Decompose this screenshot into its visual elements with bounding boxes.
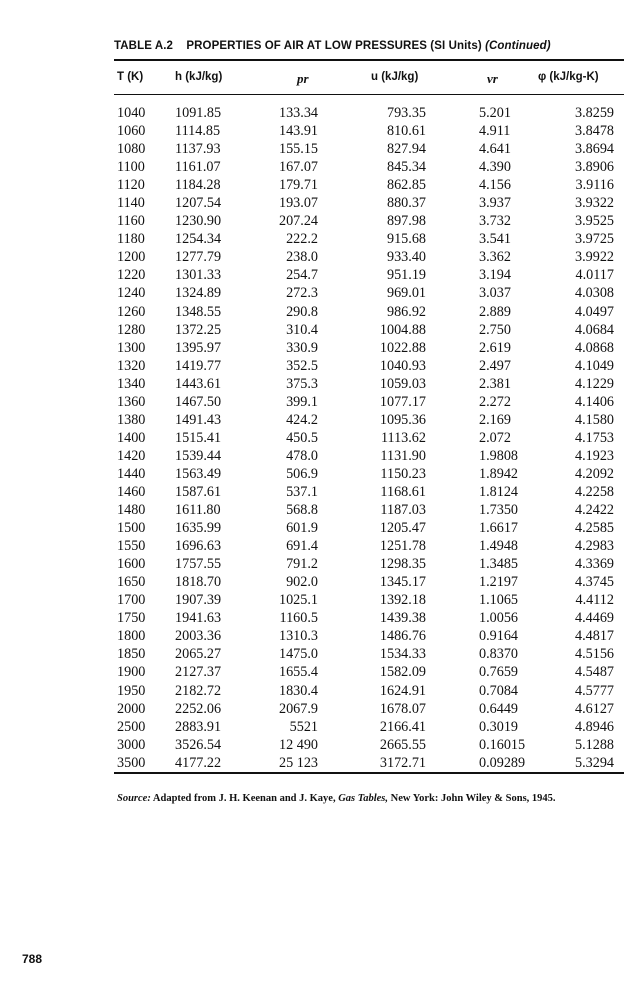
cell-entropy-function: 4.1753 [574, 429, 614, 446]
table-row [0, 284, 638, 302]
cell-relative-volume: 1.6617 [479, 520, 519, 537]
cell-relative-volume: 1.7350 [479, 502, 519, 519]
cell-entropy-function: 4.2092 [574, 465, 614, 482]
cell-internal-energy: 1534.33 [379, 646, 426, 663]
cell-internal-energy: 1298.35 [379, 556, 426, 573]
cell-relative-pressure: 25 123 [278, 754, 318, 771]
table-row [0, 140, 638, 158]
cell-relative-volume: 1.4948 [479, 538, 519, 555]
cell-internal-energy: 915.68 [386, 231, 426, 248]
cell-temperature: 1080 [117, 141, 146, 158]
cell-temperature: 1380 [117, 411, 146, 428]
cell-enthalpy: 1230.90 [175, 213, 222, 230]
cell-entropy-function: 3.9116 [575, 177, 614, 194]
cell-internal-energy: 969.01 [386, 285, 426, 302]
cell-internal-energy: 1150.23 [380, 465, 426, 482]
cell-relative-volume: 2.272 [479, 393, 511, 410]
cell-relative-volume: 4.156 [479, 177, 511, 194]
cell-temperature: 1160 [117, 213, 145, 230]
cell-temperature: 1320 [117, 357, 146, 374]
cell-relative-volume: 1.8124 [479, 483, 519, 500]
cell-relative-volume: 2.889 [479, 303, 511, 320]
cell-entropy-function: 4.5777 [574, 682, 614, 699]
cell-temperature: 1100 [117, 159, 145, 176]
cell-entropy-function: 4.1229 [574, 375, 614, 392]
cell-entropy-function: 4.2983 [574, 538, 614, 555]
cell-entropy-function: 4.3369 [574, 556, 614, 573]
cell-enthalpy: 2065.27 [175, 646, 222, 663]
cell-relative-pressure: 272.3 [286, 285, 318, 302]
cell-entropy-function: 4.1580 [574, 411, 614, 428]
cell-enthalpy: 1301.33 [175, 267, 222, 284]
cell-temperature: 1360 [117, 393, 146, 410]
cell-entropy-function: 4.1923 [574, 447, 614, 464]
cell-entropy-function: 4.2258 [574, 483, 614, 500]
header-relative-pressure [297, 71, 309, 87]
cell-internal-energy: 1113.62 [380, 429, 426, 446]
table-row [0, 465, 638, 483]
cell-temperature: 1750 [117, 610, 146, 627]
table-row [0, 122, 638, 140]
cell-relative-pressure: 5521 [289, 718, 318, 735]
table-row [0, 736, 638, 754]
cell-entropy-function: 4.6127 [574, 700, 614, 717]
cell-entropy-function: 4.1049 [574, 357, 614, 374]
cell-relative-pressure: 691.4 [286, 538, 318, 555]
cell-enthalpy: 1207.54 [175, 195, 222, 212]
cell-temperature: 1550 [117, 538, 146, 555]
cell-internal-energy: 1582.09 [379, 664, 426, 681]
cell-relative-volume: 4.390 [479, 159, 511, 176]
cell-relative-pressure: 207.24 [278, 213, 318, 230]
cell-internal-energy: 1205.47 [379, 520, 426, 537]
cell-internal-energy: 1040.93 [379, 357, 426, 374]
table-row [0, 230, 638, 248]
table-row [0, 248, 638, 266]
cell-temperature: 1400 [117, 429, 146, 446]
cell-temperature: 1600 [117, 556, 146, 573]
cell-enthalpy: 1515.41 [175, 429, 222, 446]
cell-enthalpy: 3526.54 [175, 736, 222, 753]
table-row [0, 573, 638, 591]
table-title-text: PROPERTIES OF AIR AT LOW PRESSURES (SI Units) [186, 40, 482, 52]
cell-enthalpy: 1254.34 [175, 231, 222, 248]
cell-relative-volume: 5.201 [479, 105, 511, 121]
table-row [0, 754, 638, 772]
header-relative-volume [487, 71, 498, 87]
table-row [0, 537, 638, 555]
cell-temperature: 1240 [117, 285, 146, 302]
cell-entropy-function: 4.4112 [575, 592, 614, 609]
table-row [0, 447, 638, 465]
cell-entropy-function: 3.9922 [574, 249, 614, 266]
cell-enthalpy: 2182.72 [175, 682, 222, 699]
table-row [0, 627, 638, 645]
cell-temperature: 1120 [117, 177, 145, 194]
cell-relative-volume: 1.0056 [479, 610, 519, 627]
cell-temperature: 2000 [117, 700, 146, 717]
cell-relative-pressure: 1160.5 [279, 610, 318, 627]
table-row [0, 339, 638, 357]
cell-enthalpy: 1587.61 [175, 483, 222, 500]
table-row [0, 303, 638, 321]
page-number: 788 [22, 952, 43, 966]
table-title [114, 40, 551, 52]
cell-internal-energy: 933.40 [386, 249, 426, 266]
header-relative-volume-label: vr [487, 71, 498, 86]
cell-enthalpy: 1372.25 [175, 321, 222, 338]
source-text: Adapted from J. H. Keenan and J. Kaye, [152, 793, 336, 804]
table-row [0, 429, 638, 447]
cell-temperature: 1950 [117, 682, 146, 699]
table-row [0, 158, 638, 176]
cell-enthalpy: 1091.85 [175, 105, 222, 121]
source-publisher: New York: John Wiley & Sons, 1945. [390, 793, 556, 804]
table-row [0, 411, 638, 429]
cell-relative-pressure: 167.07 [278, 159, 318, 176]
cell-entropy-function: 4.1406 [574, 393, 614, 410]
cell-relative-pressure: 2067.9 [278, 700, 318, 717]
table-row [0, 176, 638, 194]
cell-internal-energy: 1392.18 [379, 592, 426, 609]
header-relative-pressure-label: pr [297, 71, 309, 86]
cell-enthalpy: 2127.37 [175, 664, 222, 681]
cell-entropy-function: 3.9322 [574, 195, 614, 212]
cell-internal-energy: 1345.17 [379, 574, 426, 591]
table-row [0, 212, 638, 230]
cell-relative-pressure: 1475.0 [278, 646, 318, 663]
cell-temperature: 2500 [117, 718, 146, 735]
cell-enthalpy: 2883.91 [175, 718, 222, 735]
cell-relative-pressure: 133.34 [278, 105, 318, 121]
cell-relative-volume: 2.619 [479, 339, 511, 356]
cell-relative-pressure: 330.9 [286, 339, 318, 356]
cell-relative-volume: 2.169 [479, 411, 511, 428]
cell-internal-energy: 1131.90 [380, 447, 426, 464]
table-row [0, 266, 638, 284]
cell-enthalpy: 1443.61 [175, 375, 222, 392]
cell-relative-pressure: 478.0 [286, 447, 318, 464]
cell-relative-pressure: 1830.4 [278, 682, 318, 699]
cell-entropy-function: 5.3294 [574, 754, 614, 771]
table-row [0, 321, 638, 339]
cell-relative-volume: 0.16015 [479, 736, 526, 753]
header-entropy-function: φ (kJ/kg-K) [538, 71, 599, 83]
cell-relative-volume: 3.732 [479, 213, 511, 230]
table-row [0, 393, 638, 411]
cell-internal-energy: 1439.38 [379, 610, 426, 627]
cell-relative-volume: 1.1065 [479, 592, 519, 609]
cell-temperature: 1260 [117, 303, 146, 320]
cell-relative-volume: 0.6449 [479, 700, 519, 717]
cell-temperature: 1900 [117, 664, 146, 681]
table-label: TABLE A.2 [114, 40, 174, 52]
cell-internal-energy: 986.92 [386, 303, 426, 320]
table-row [0, 501, 638, 519]
table-row [0, 591, 638, 609]
cell-relative-volume: 2.072 [479, 429, 511, 446]
cell-enthalpy: 1114.85 [175, 123, 221, 140]
cell-temperature: 1480 [117, 502, 146, 519]
table-continued-note: (Continued) [485, 40, 551, 52]
cell-internal-energy: 1022.88 [379, 339, 426, 356]
cell-internal-energy: 951.19 [386, 267, 426, 284]
cell-relative-pressure: 902.0 [286, 574, 318, 591]
source-label: Source: [117, 793, 151, 804]
header-enthalpy: h (kJ/kg) [175, 71, 223, 83]
table-row [0, 682, 638, 700]
cell-internal-energy: 1251.78 [379, 538, 426, 555]
table-top-rule [114, 59, 624, 61]
source-book-title: Gas Tables, [338, 793, 389, 804]
cell-relative-volume: 2.750 [479, 321, 511, 338]
table-row [0, 375, 638, 393]
header-internal-energy: u (kJ/kg) [371, 71, 419, 83]
cell-relative-volume: 1.3485 [479, 556, 519, 573]
cell-relative-pressure: 568.8 [286, 502, 318, 519]
cell-entropy-function: 3.8694 [574, 141, 614, 158]
cell-entropy-function: 4.0497 [574, 303, 614, 320]
cell-temperature: 1700 [117, 592, 146, 609]
cell-entropy-function: 4.4469 [574, 610, 614, 627]
cell-temperature: 1060 [117, 123, 146, 140]
cell-temperature: 1340 [117, 375, 146, 392]
cell-relative-pressure: 1655.4 [278, 664, 318, 681]
cell-internal-energy: 1624.91 [379, 682, 426, 699]
cell-enthalpy: 1277.79 [175, 249, 222, 266]
cell-relative-volume: 2.381 [479, 375, 511, 392]
cell-entropy-function: 4.8946 [574, 718, 614, 735]
cell-relative-volume: 1.8942 [479, 465, 519, 482]
cell-relative-pressure: 537.1 [286, 483, 318, 500]
cell-temperature: 1440 [117, 465, 146, 482]
cell-internal-energy: 1004.88 [379, 321, 426, 338]
cell-enthalpy: 1491.43 [175, 411, 222, 428]
cell-relative-pressure: 143.91 [278, 123, 318, 140]
cell-relative-pressure: 375.3 [286, 375, 318, 392]
cell-internal-energy: 1095.36 [379, 411, 426, 428]
cell-enthalpy: 1161.07 [175, 159, 221, 176]
cell-internal-energy: 897.98 [386, 213, 426, 230]
cell-relative-pressure: 155.15 [278, 141, 318, 158]
cell-enthalpy: 1348.55 [175, 303, 222, 320]
cell-relative-pressure: 12 490 [278, 736, 318, 753]
cell-enthalpy: 1611.80 [175, 502, 221, 519]
cell-entropy-function: 4.0684 [574, 321, 614, 338]
cell-internal-energy: 2166.41 [379, 718, 426, 735]
cell-relative-pressure: 254.7 [286, 267, 318, 284]
cell-entropy-function: 4.5156 [574, 646, 614, 663]
cell-entropy-function: 3.8906 [574, 159, 614, 176]
cell-internal-energy: 1168.61 [380, 483, 426, 500]
cell-relative-volume: 3.541 [479, 231, 511, 248]
cell-temperature: 1420 [117, 447, 146, 464]
table-row [0, 194, 638, 212]
cell-temperature: 3500 [117, 754, 146, 771]
cell-enthalpy: 1941.63 [175, 610, 222, 627]
table-row [0, 609, 638, 627]
cell-relative-volume: 0.9164 [479, 628, 519, 645]
cell-temperature: 1040 [117, 105, 146, 121]
cell-enthalpy: 1635.99 [175, 520, 222, 537]
cell-relative-pressure: 791.2 [286, 556, 318, 573]
header-rule [114, 94, 624, 95]
cell-relative-volume: 1.2197 [479, 574, 519, 591]
table-row [0, 555, 638, 573]
cell-temperature: 1500 [117, 520, 146, 537]
cell-enthalpy: 1907.39 [175, 592, 222, 609]
cell-relative-volume: 3.037 [479, 285, 511, 302]
cell-enthalpy: 1395.97 [175, 339, 222, 356]
table-row [0, 645, 638, 663]
table-row [0, 357, 638, 375]
cell-temperature: 3000 [117, 736, 146, 753]
cell-relative-volume: 4.641 [479, 141, 511, 158]
cell-entropy-function: 4.0868 [574, 339, 614, 356]
cell-relative-pressure: 399.1 [286, 393, 318, 410]
table-body [0, 104, 638, 772]
cell-relative-pressure: 424.2 [286, 411, 318, 428]
cell-relative-pressure: 238.0 [286, 249, 318, 266]
cell-internal-energy: 810.61 [386, 123, 426, 140]
table-row [0, 663, 638, 681]
cell-entropy-function: 4.0117 [575, 267, 614, 284]
cell-relative-pressure: 601.9 [286, 520, 318, 537]
header-temperature: T (K) [117, 71, 144, 83]
cell-temperature: 1280 [117, 321, 146, 338]
cell-entropy-function: 3.9525 [574, 213, 614, 230]
cell-relative-volume: 0.7659 [479, 664, 519, 681]
cell-entropy-function: 5.1288 [574, 736, 614, 753]
cell-temperature: 1300 [117, 339, 146, 356]
cell-internal-energy: 793.35 [386, 105, 426, 121]
cell-relative-volume: 2.497 [479, 357, 511, 374]
cell-entropy-function: 3.8259 [574, 105, 614, 121]
cell-relative-pressure: 222.2 [286, 231, 318, 248]
cell-entropy-function: 4.2585 [574, 520, 614, 537]
cell-temperature: 1650 [117, 574, 146, 591]
cell-entropy-function: 3.8478 [574, 123, 614, 140]
cell-temperature: 1800 [117, 628, 146, 645]
cell-internal-energy: 827.94 [386, 141, 426, 158]
cell-enthalpy: 4177.22 [175, 754, 222, 771]
cell-relative-volume: 3.194 [479, 267, 511, 284]
cell-relative-volume: 0.3019 [479, 718, 519, 735]
cell-enthalpy: 1324.89 [175, 285, 222, 302]
table-row [0, 483, 638, 501]
cell-relative-volume: 4.911 [479, 123, 511, 140]
cell-enthalpy: 1419.77 [175, 357, 222, 374]
table-row [0, 718, 638, 736]
cell-enthalpy: 1467.50 [175, 393, 222, 410]
cell-internal-energy: 862.85 [386, 177, 426, 194]
cell-relative-pressure: 310.4 [286, 321, 318, 338]
cell-enthalpy: 1137.93 [175, 141, 221, 158]
table-row [0, 519, 638, 537]
cell-relative-pressure: 193.07 [278, 195, 318, 212]
cell-enthalpy: 1539.44 [175, 447, 222, 464]
cell-relative-pressure: 352.5 [286, 357, 318, 374]
table-bottom-rule [114, 772, 624, 774]
cell-enthalpy: 1184.28 [175, 177, 221, 194]
cell-temperature: 1180 [117, 231, 145, 248]
cell-internal-energy: 2665.55 [379, 736, 426, 753]
cell-entropy-function: 4.4817 [574, 628, 614, 645]
cell-internal-energy: 845.34 [386, 159, 426, 176]
table-row [0, 104, 638, 122]
cell-entropy-function: 4.3745 [574, 574, 614, 591]
cell-relative-volume: 1.9808 [479, 447, 519, 464]
cell-relative-volume: 0.09289 [479, 754, 526, 771]
cell-relative-pressure: 450.5 [286, 429, 318, 446]
cell-enthalpy: 2252.06 [175, 700, 222, 717]
cell-entropy-function: 4.5487 [574, 664, 614, 681]
cell-internal-energy: 1187.03 [380, 502, 426, 519]
cell-relative-volume: 3.362 [479, 249, 511, 266]
cell-relative-pressure: 1025.1 [278, 592, 318, 609]
cell-entropy-function: 4.0308 [574, 285, 614, 302]
cell-enthalpy: 1757.55 [175, 556, 222, 573]
cell-temperature: 1140 [117, 195, 145, 212]
cell-enthalpy: 1818.70 [175, 574, 222, 591]
cell-temperature: 1850 [117, 646, 146, 663]
cell-relative-pressure: 1310.3 [278, 628, 318, 645]
cell-temperature: 1200 [117, 249, 146, 266]
cell-enthalpy: 1563.49 [175, 465, 222, 482]
cell-relative-pressure: 179.71 [278, 177, 318, 194]
cell-internal-energy: 1486.76 [379, 628, 426, 645]
cell-enthalpy: 2003.36 [175, 628, 222, 645]
cell-internal-energy: 3172.71 [379, 754, 426, 771]
cell-relative-volume: 3.937 [479, 195, 511, 212]
cell-internal-energy: 880.37 [386, 195, 426, 212]
cell-enthalpy: 1696.63 [175, 538, 222, 555]
cell-relative-pressure: 506.9 [286, 465, 318, 482]
cell-temperature: 1460 [117, 483, 146, 500]
source-note [117, 793, 556, 804]
cell-relative-volume: 0.7084 [479, 682, 519, 699]
cell-internal-energy: 1059.03 [379, 375, 426, 392]
cell-temperature: 1220 [117, 267, 146, 284]
cell-internal-energy: 1077.17 [379, 393, 426, 410]
cell-internal-energy: 1678.07 [379, 700, 426, 717]
cell-entropy-function: 3.9725 [574, 231, 614, 248]
cell-relative-pressure: 290.8 [286, 303, 318, 320]
table-row [0, 700, 638, 718]
cell-relative-volume: 0.8370 [479, 646, 519, 663]
cell-entropy-function: 4.2422 [574, 502, 614, 519]
